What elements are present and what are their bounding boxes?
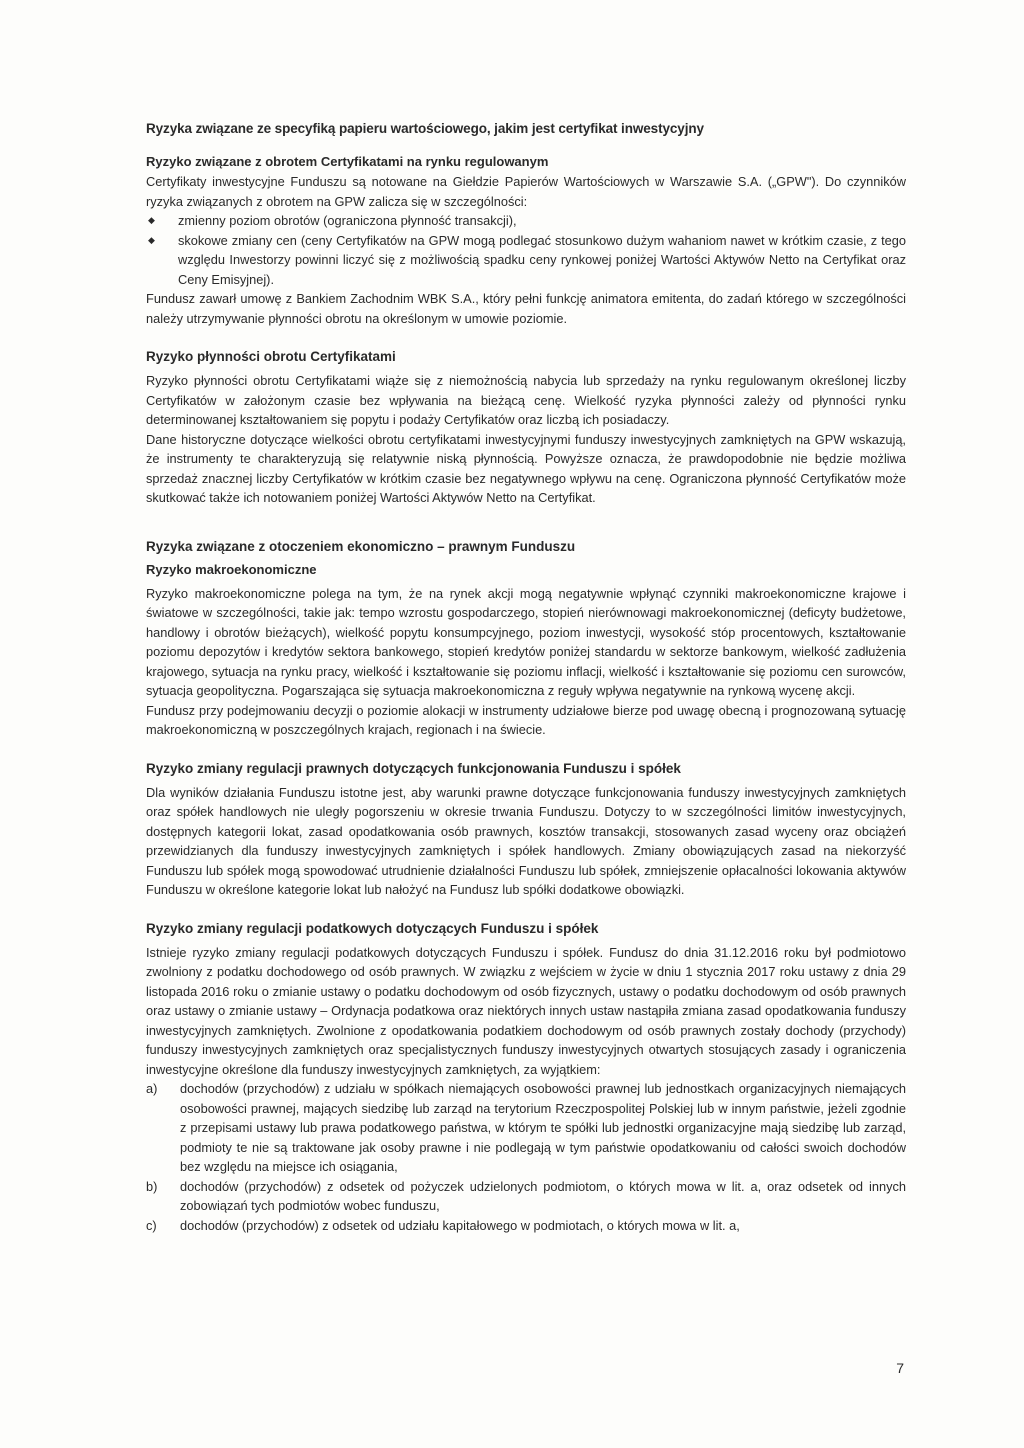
list-item: ◆ zmienny poziom obrotów (ograniczona płynność transakcji), — [146, 211, 906, 231]
list-item: b) dochodów (przychodów) z odsetek od pożyczek udzielonych podmiotom, o których mowa w lit. a, oraz odsetek od innych zobowiązań tych podmiotów wobec funduszu, — [146, 1178, 906, 1213]
page-number: 7 — [896, 1360, 904, 1376]
section-title-otoczenie: Ryzyka związane z otoczeniem ekonomiczno – prawnym Funduszu — [146, 538, 576, 554]
subsection-title-makro: Ryzyko makroekonomiczne — [146, 561, 317, 577]
main-title: Ryzyka związane ze specyfiką papieru wartościowego, jakim jest certyfikat inwestycyjny — [146, 121, 704, 136]
paragraph-makro-2: Fundusz przy podejmowaniu decyzji o poziomie alokacji w instrumenty udziałowe bierze pod uwagę obecną i prognozowaną sytuację makroekonomiczną w poszczególnych krajach, regionach i na świecie. — [146, 702, 906, 737]
paragraph-makro-1: Ryzyko makroekonomiczne polega na tym, że na rynek akcji mogą negatywnie wpłynąć czynniki makroekonomiczne krajowe i światowe w szczególności, takie jak: tempo wzrostu gospodarczego, stopień nierównowagi makroekonomicznej (deficyty budżetowe, handlowy i obrotów bieżących), wielkość popytu konsumpcyjnego, poziom inwestycji, wysokość stóp procentowych, kształtowanie poziomu depozytów i kredytów sektora bankowego, stopień kredytów poniżej standardu w sektorze bankowym, wielkość zadłużenia krajowego, sytuacja na rynku pracy, wielkość i kształtowanie się poziomu inflacji, wielkość i kształtowanie się poziomu cen surowców, sytuacja geopolityczna. Pogarszająca się sytuacja makroekonomiczna z reguły wpływa negatywnie na rynkową wycenę akcji. — [146, 585, 906, 698]
bullet-icon: ◆ — [148, 215, 155, 225]
section-title-obrot: Ryzyko związane z obrotem Certyfikatami na rynku regulowanym — [146, 154, 549, 169]
section-title-plynnosc: Ryzyko płynności obrotu Certyfikatami — [146, 349, 396, 364]
subsection-title-regulacje-podatkowe: Ryzyko zmiany regulacji podatkowych dotyczących Funduszu i spółek — [146, 920, 599, 936]
list-item: a) dochodów (przychodów) z udziału w spółkach niemających osobowości prawnej lub jednostkach organizacyjnych niemających osobowości prawnej, mających siedzibę lub zarząd na terytorium Rzeczpospolitej Polskiej lub w innym państwie, jeżeli zgodnie z przepisami ustawy lub prawa podatkowego państwa, w którym te spółki lub jednostki organizacyjne mają siedzibę lub zarząd, podmioty te nie są traktowane jak osoby prawne i nie podlegają w tym państwie opodatkowaniu od całości swoich dochodów bez względu na miejsce ich osiągania, — [146, 1081, 906, 1174]
paragraph-obrot-outro: Fundusz zawarł umowę z Bankiem Zachodnim WBK S.A., który pełni funkcję animatora emitenta, do zadań którego w szczególności należy utrzymywanie płynności obrotu na określonym w umowie poziomie. — [146, 291, 906, 326]
paragraph-obrot-intro: Certyfikaty inwestycyjne Funduszu są notowane na Giełdzie Papierów Wartościowych w Warszawie S.A. („GPW"). Do czynników ryzyka związanych z obrotem na GPW zalicza się w szczególności: — [146, 174, 906, 209]
subsection-title-regulacje-prawne: Ryzyko zmiany regulacji prawnych dotyczących funkcjonowania Funduszu i spółek — [146, 760, 681, 776]
list-item: ◆ skokowe zmiany cen (ceny Certyfikatów na GPW mogą podlegać stosunkowo dużym wahaniom nawet w krótkim czasie, z tego względu Inwestorzy powinni liczyć się z możliwością spadku ceny rynkowej poniżej Wartości Aktywów Netto na Certyfikat oraz Ceny Emisyjnej). — [148, 232, 906, 287]
paragraph-plynnosc-2: Dane historyczne dotyczące wielkości obrotu certyfikatami inwestycyjnymi funduszy inwestycyjnych zamkniętych na GPW wskazują, że instrumenty te charakteryzują się relatywnie niską płynnością. Powyższe oznacza, że prawdopodobnie nie będzie możliwa sprzedaż znacznej liczby Certyfikatów w krótkim czasie bez negatywnego wpływu na cenę. Ograniczona płynność Certyfikatów może skutkować także ich notowaniem poniżej Wartości Aktywów Netto na Certyfikat. — [146, 431, 906, 505]
list-item: c) dochodów (przychodów) z odsetek od udziału kapitałowego w podmiotach, o których mowa w lit. a, — [146, 1217, 740, 1233]
paragraph-regulacje-podatkowe: Istnieje ryzyko zmiany regulacji podatkowych dotyczących Funduszu i spółek. Fundusz do dnia 31.12.2016 roku był podmiotowo zwolniony z podatku dochodowego od osób prawnych. W związku z wejściem w życie w dniu 1 stycznia 2017 roku ustawy z dnia 29 listopada 2016 roku o zmianie ustawy o podatku dochodowym od osób fizycznych, ustawy o podatku dochodowym od osób prawnych oraz ustawy o zmianie ustawy – Ordynacja podatkowa oraz niektórych innych ustaw nastąpiła zmiana zasad opodatkowania funduszy inwestycyjnych zamkniętych. Zwolnione z opodatkowania podatkiem dochodowym od osób prawnych zostały dochody (przychody) funduszy inwestycyjnych zamkniętych oraz specjalistycznych funduszy inwestycyjnych otwartych stosujących zasady i ograniczenia inwestycyjne określone dla funduszy inwestycyjnych zamkniętych, za wyjątkiem: — [146, 944, 906, 1077]
paragraph-regulacje-prawne: Dla wyników działania Funduszu istotne jest, aby warunki prawne dotyczące funkcjonowania funduszy inwestycyjnych zamkniętych oraz spółek handlowych nie uległy pogorszeniu w okresie trwania Funduszu. Dotyczy to w szczególności limitów inwestycyjnych, dostępnych kategorii lokat, zasad opodatkowania osób prawnych, kosztów transakcji, stosowanych zasad wyceny oraz obciążeń przewidzianych dla funduszy inwestycyjnych zamkniętych i spółek handlowych. Zmiany obowiązujących zasad na niekorzyść Funduszu lub spółek mogą spowodować utrudnienie działalności Funduszu lub spółek, zmniejszenie opłacalności lokowania aktywów Funduszu w określone kategorie lokat lub nałożyć na Fundusz lub spółki dodatkowe obowiązki. — [146, 784, 906, 897]
bullet-list-obrot — [146, 211, 906, 289]
bullet-icon: ◆ — [148, 234, 155, 245]
paragraph-plynnosc-1: Ryzyko płynności obrotu Certyfikatami wiąże się z niemożnością nabycia lub sprzedaży na rynku regulowanym określonej liczby Certyfikatów w założonym czasie bez wpływania na bieżącą cenę. Wielkość ryzyka płynności zależy od płynności rynku determinowanej kształtowaniem się popytu i podaży Certyfikatów oraz liczbą ich posiadaczy. — [146, 373, 906, 427]
